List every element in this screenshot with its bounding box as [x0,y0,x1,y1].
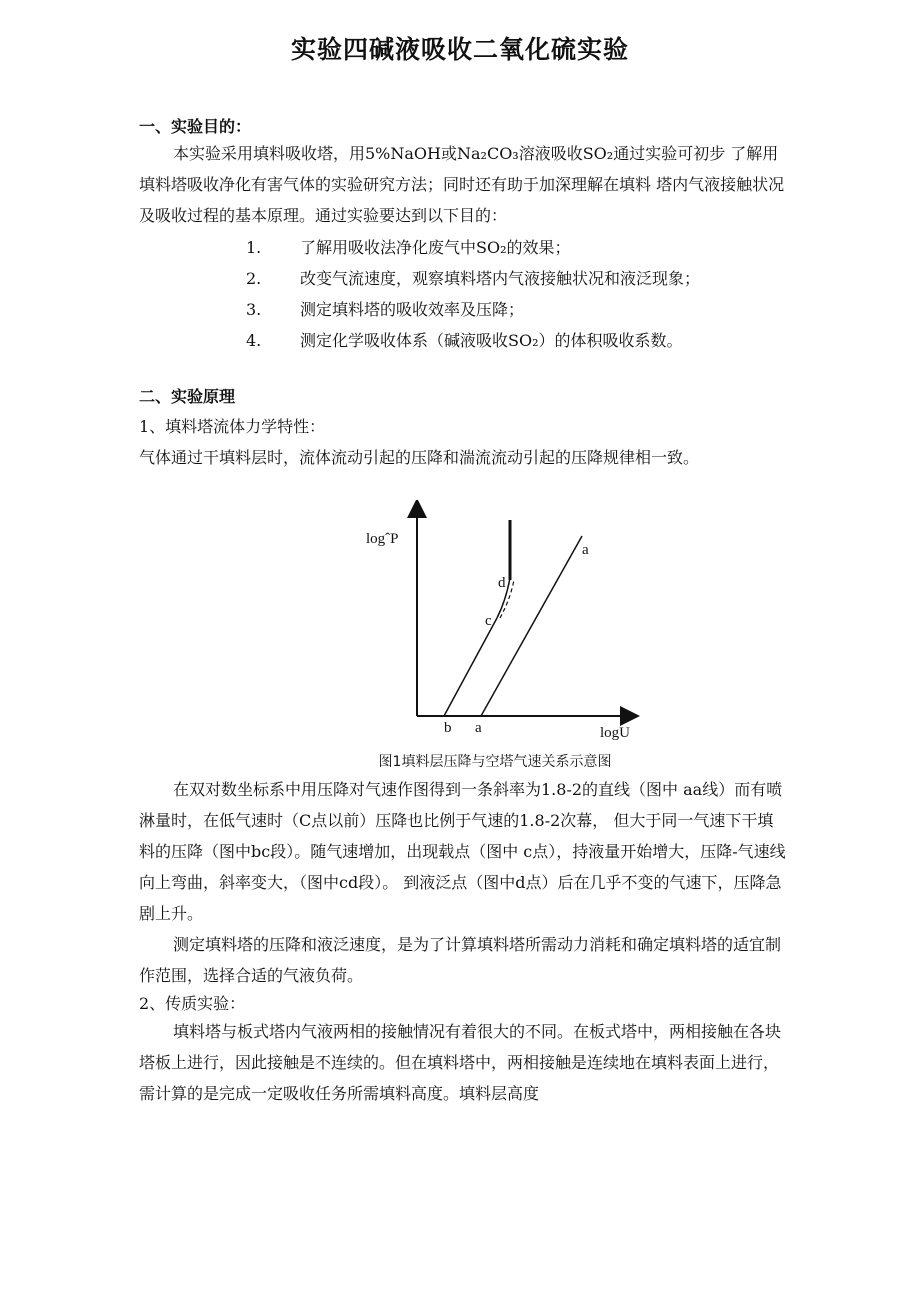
point-d-label: d [498,575,506,591]
list-item [246,263,700,294]
section-heading-purpose: 一、实验目的： [139,117,252,136]
list-item [246,325,700,356]
list-item-text: 改变气流速度，观察填料塔内气液接触状况和液泛现象； [300,269,701,288]
section-heading-principle: 二、实验原理 [139,387,236,406]
point-a-bottom-label: a [475,720,482,736]
page-title: 实验四碱液吸收二氧化硫实验 [290,35,629,64]
list-item-number: 2. [246,269,262,288]
y-axis-label: logˆP [366,531,399,547]
x-axis-label: logU [600,725,630,741]
pressure-drop-figure [360,500,650,750]
list-item [246,294,700,325]
mass-transfer-paragraph: 填料塔与板式塔内气液两相的接触情况有着很大的不同。在板式塔中，两相接触在各块塔板上进行，因此接触是不连续的。但在填料塔中，两相接触是连续地在填料表面上进行，需计算的是完成一定吸收任务所需填料高度。填料层高度 [139,1022,782,1103]
hydrodynamics-text: 气体通过干填料层时，流体流动引起的压降和湍流流动引起的压降规律相一致。 [139,448,700,467]
subsection-heading-mass-transfer: 2、传质实验： [139,994,246,1013]
point-c-label: c [485,613,492,629]
principle-paragraph-2: 测定填料塔的压降和液泛速度，是为了计算填料塔所需动力消耗和确定填料塔的适宜制作范围，选择合适的气液负荷。 [139,935,782,985]
purpose-list [246,232,700,356]
point-b-label: b [444,720,452,736]
list-item-text: 测定填料塔的吸收效率及压降； [300,300,525,319]
purpose-intro-paragraph: 本实验采用填料吸收塔，用5%NaOH或Na₂CO₃溶液吸收SO₂通过实验可初步 了解用填料塔吸收净化有害气体的实验研究方法；同时还有助于加深理解在填料 塔内气液接触状况及吸收过程的基本原理。通过实验要达到以下目的： [139,144,785,225]
list-item-number: 4. [246,331,262,350]
list-item [246,232,700,263]
pressure-drop-diagram [360,500,650,750]
point-a-top-label: a [582,542,589,558]
figure-caption: 图1填料层压降与空塔气速关系示意图 [378,754,612,770]
subsection-heading-hydrodynamics: 1、填料塔流体力学特性： [139,417,326,436]
list-item-number: 1. [246,238,262,257]
list-item-text: 测定化学吸收体系（碱液吸收SO₂）的体积吸收系数。 [300,331,683,350]
principle-paragraph-1: 在双对数坐标系中用压降对气速作图得到一条斜率为1.8-2的直线（图中 aa线）而有喷淋量时，在低气速时（C点以前）压降也比例于气速的1.8-2次幕， 但大于同一气速下干填料的压降（图中bc段）。随气速增加，出现载点（图中 c点），持液量开始增大，压降-气速线向上弯曲，斜率变大，（图中cd段）。 到液泛点（图中d点）后在几乎不变的气速下，压降急剧上升。 [139,780,786,923]
list-item-text: 了解用吸收法净化废气中SO₂的效果； [300,238,571,257]
dry-packing-line-aa [481,536,582,716]
list-item-number: 3. [246,300,262,319]
